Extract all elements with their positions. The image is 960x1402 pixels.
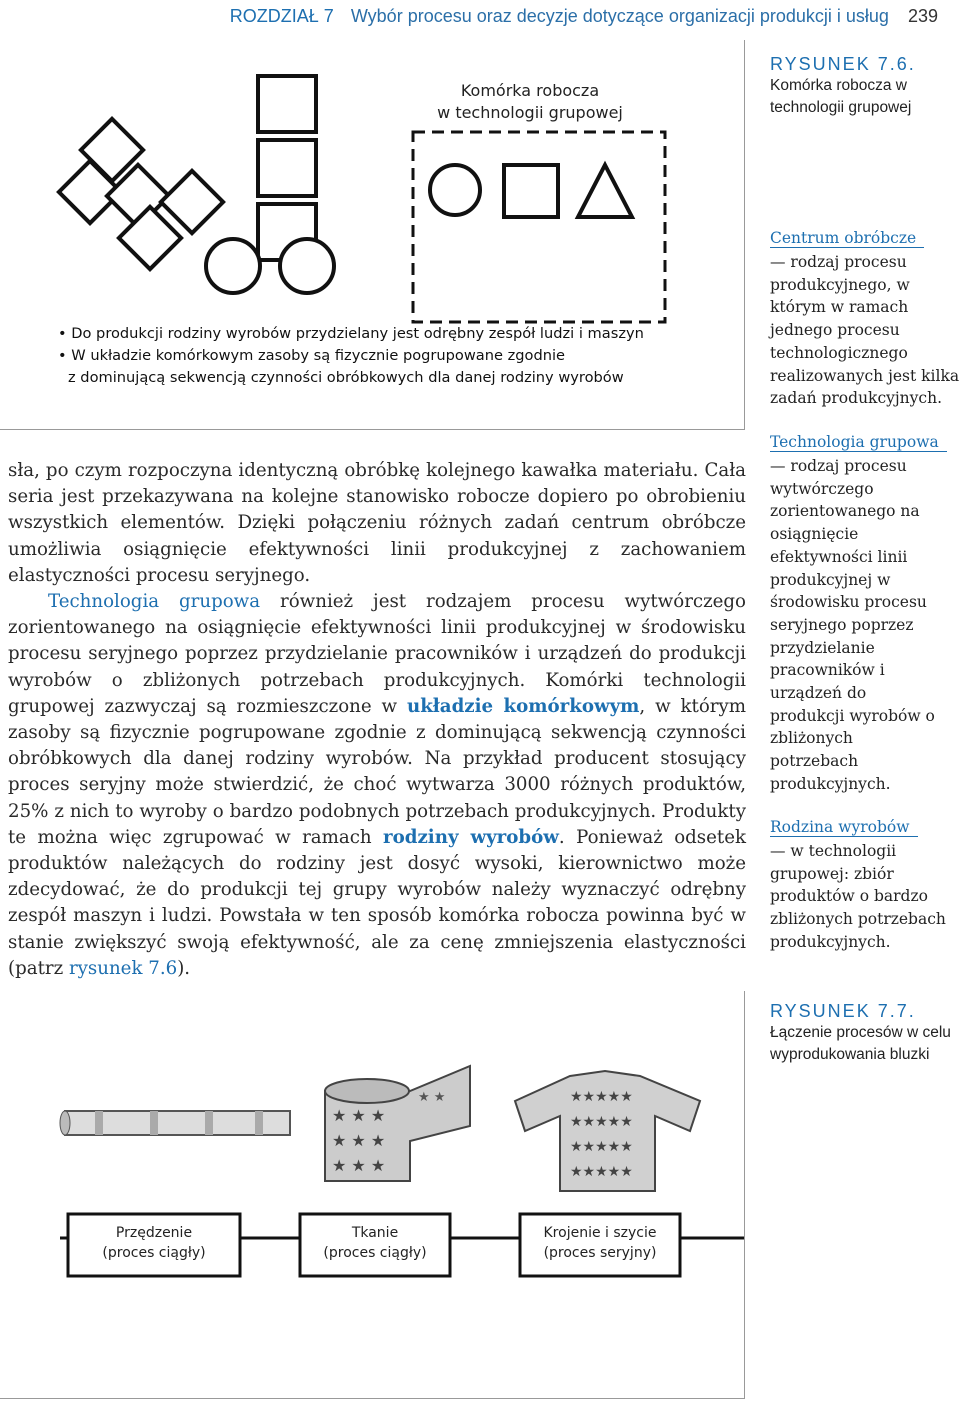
stage-weaving-type: (proces ciągły) bbox=[323, 1245, 427, 1261]
square-shape bbox=[258, 140, 316, 196]
stage-cutting-label: Krojenie i szycie bbox=[543, 1225, 657, 1241]
figure-group-technology bbox=[0, 40, 745, 430]
figure2-caption-block bbox=[770, 1001, 960, 1066]
glossary-definition: — w technologii grupowej: zbiór produktów o bardzo zbliżonych potrzebach produkcyjnych. bbox=[770, 842, 946, 951]
figure1-number: RYSUNEK 7.6. bbox=[770, 54, 916, 74]
inner-title-line2: w technologii grupowej bbox=[437, 103, 623, 122]
inner-title-line1: Komórka robocza bbox=[460, 81, 600, 100]
running-header bbox=[0, 6, 938, 27]
term-highlight: układzie komórkowym bbox=[406, 695, 640, 717]
glossary-term: Rodzina wyrobów bbox=[770, 818, 918, 837]
glossary-definition: — rodzaj procesu wytwórczego zorientowanego na osiągnięcie efektywności linii produkcyjnej w środowisku procesu seryjnego poprzez przydzielanie pracowników i urządzeń do produkcji wyrobów o zbliżonych potrzebach produkcyjnych. bbox=[770, 457, 935, 793]
figure-reference-link[interactable]: rysunek 7.6 bbox=[68, 957, 178, 979]
triangle-shape bbox=[578, 165, 632, 217]
circle-shape bbox=[430, 165, 480, 215]
main-text bbox=[8, 458, 746, 982]
circle-shape bbox=[206, 239, 260, 293]
diagram-bullet-3: z dominującą sekwencją czynności obróbkowych dla danej rodziny wyrobów bbox=[68, 369, 624, 386]
chapter-title: Wybór procesu oraz decyzje dotyczące organizacji produkcji i usług bbox=[350, 6, 889, 26]
glossary-entry bbox=[770, 818, 960, 954]
figure1-caption-block bbox=[770, 54, 960, 119]
yarn-roll-illustration bbox=[60, 1111, 290, 1135]
diamond-shape bbox=[161, 171, 223, 233]
svg-text:★★★★★: ★★★★★ bbox=[570, 1114, 633, 1130]
stage-cutting-type: (proces seryjny) bbox=[543, 1245, 657, 1261]
blouse-illustration bbox=[515, 1071, 700, 1191]
stage-weaving-label: Tkanie bbox=[351, 1225, 399, 1241]
circle-shape bbox=[280, 239, 334, 293]
square-shape bbox=[504, 165, 558, 217]
glossary-entry bbox=[770, 229, 960, 410]
group-technology-diagram bbox=[0, 40, 744, 429]
svg-text:★ ★ ★: ★ ★ ★ bbox=[332, 1131, 386, 1150]
blouse-production-diagram bbox=[0, 991, 744, 1398]
glossary-definition: — rodzaj procesu produkcyjnego, w którym w ramach jednego procesu technologicznego realizowanych jest kilka zadań produkcyjnych. bbox=[770, 253, 960, 408]
diagram-bullet-2: • W układzie komórkowym zasoby są fizycznie pogrupowane zgodnie bbox=[58, 347, 565, 364]
figure-blouse-production bbox=[0, 991, 745, 1399]
figure2-caption: Łączenie procesów w celu wyprodukowania bluzki bbox=[770, 1024, 951, 1063]
stage-spinning-type: (proces ciągły) bbox=[102, 1245, 206, 1261]
fabric-roll-illustration bbox=[325, 1066, 470, 1181]
svg-text:★★★★★: ★★★★★ bbox=[570, 1164, 633, 1180]
svg-text:★★★★★: ★★★★★ bbox=[570, 1139, 633, 1155]
term-highlight: rodziny wyrobów bbox=[383, 826, 559, 848]
term-highlight: Technologia grupowa bbox=[48, 591, 261, 613]
svg-text:★ ★ ★: ★ ★ ★ bbox=[332, 1106, 386, 1125]
page-number: 239 bbox=[907, 6, 938, 26]
work-cell-boundary bbox=[413, 132, 665, 322]
chapter-label: ROZDZIAŁ 7 bbox=[229, 6, 334, 26]
glossary-entry bbox=[770, 433, 960, 796]
svg-text:★★★★★: ★★★★★ bbox=[570, 1089, 633, 1105]
figure2-number: RYSUNEK 7.7. bbox=[770, 1001, 916, 1021]
figure1-caption: Komórka robocza w technologii grupowej bbox=[770, 77, 912, 116]
glossary-term: Centrum obróbcze bbox=[770, 229, 924, 248]
glossary-term: Technologia grupowa bbox=[770, 433, 947, 452]
stage-spinning-label: Przędzenie bbox=[115, 1225, 193, 1241]
svg-text:★ ★: ★ ★ bbox=[418, 1090, 446, 1105]
square-shape bbox=[258, 76, 316, 132]
diagram-bullet-1: • Do produkcji rodziny wyrobów przydzielany jest odrębny zespół ludzi i maszyn bbox=[58, 325, 644, 342]
svg-text:★ ★ ★: ★ ★ ★ bbox=[332, 1156, 386, 1175]
paragraph: sła, po czym rozpoczyna identyczną obróbkę kolejnego kawałka materiału. Cała seria jest przekazywana na kolejne stanowisko robocze dopiero po obrobieniu wszystkich elementów. Dzięki połączeniu różnych zadań centrum obróbcze umożliwia osiągnięcie efektywności linii produkcyjnej z zachowaniem elastyczności procesu seryjnego. bbox=[8, 460, 746, 586]
paragraph: Technologia grupowa również jest rodzajem procesu wytwórczego zorientowanego na osiągnięcie efektywności linii produkcyjnej w środowisku procesu seryjnego poprzez przydzielanie pracowników i urządzeń do produkcji wyrobów o zbliżonych potrzebach produkcyjnych. Komórki technologii grupowej zazwyczaj są rozmieszczone w układzie komórkowym, w którym zasoby są fizycznie pogrupowane zgodnie z dominującą sekwencją czynności obróbkowych dla danej rodziny wyrobów. Na przykład producent stosujący proces seryjny może stwierdzić, że choć wytwarza 3000 różnych produktów, 25% z nich to wyroby o bardzo podobnych potrzebach produkcyjnych. Produkty te można więc zgrupować w ramach rodziny wyrobów. Ponieważ odsetek produktów należących do rodziny jest dosyć wysoki, kierownictwo może zdecydować, że do produkcji tej grupy wyrobów należy wyznaczyć odrębny zespół maszyn i ludzi. Powstała w ten sposób komórka robocza powinna być w stanie zwiększyć swoją efektywność, ale za cenę zmniejszenia elastyczności (patrz rysunek 7.6). bbox=[8, 591, 747, 979]
